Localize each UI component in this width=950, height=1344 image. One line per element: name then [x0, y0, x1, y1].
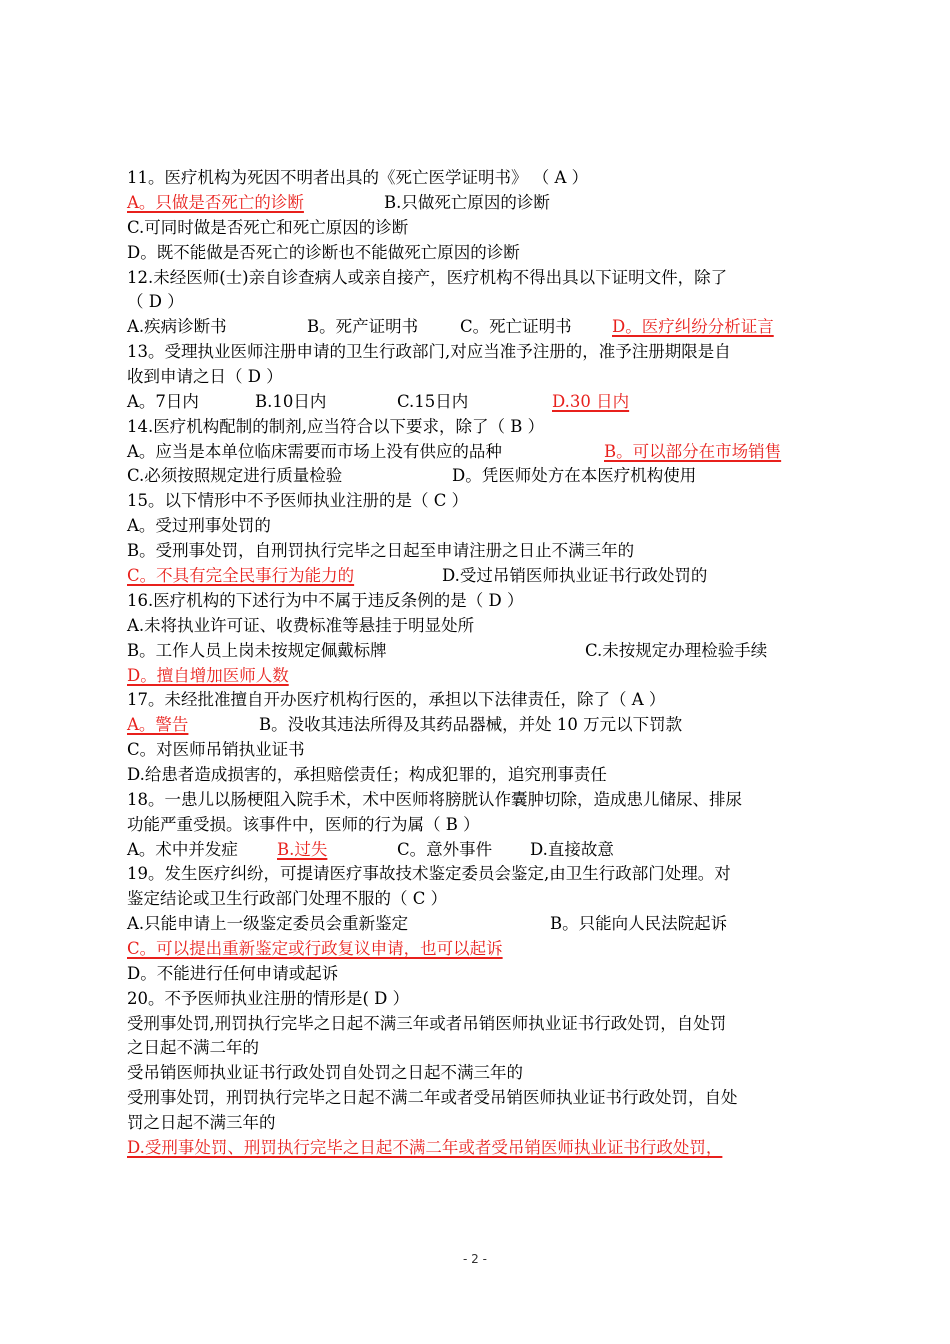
q19-option-d: D。不能进行任何申请或起诉	[127, 964, 339, 983]
q12-option-d-answer: D。医疗纠纷分析证言	[612, 317, 774, 336]
q13-stem-line2: 收到申请之日（ D ）	[127, 367, 283, 386]
q15-option-a: A。受过刑事处罚的	[127, 516, 271, 535]
q11-option-b: B.只做死亡原因的诊断	[384, 193, 550, 212]
q20-option-d-answer: D.受刑事处罚、刑罚执行完毕之日起不满二年或者受吊销医师执业证书行政处罚，	[127, 1138, 723, 1157]
q13-option-c: C.15日内	[397, 392, 469, 411]
q19-stem-line1: 19。发生医疗纠纷，可提请医疗事故技术鉴定委员会鉴定,由卫生行政部门处理。对	[127, 864, 731, 883]
q20-option-c-line1: 受刑事处罚，刑罚执行完毕之日起不满二年或者受吊销医师执业证书行政处罚，自处	[127, 1088, 738, 1107]
q18-option-b-answer: B.过失	[277, 840, 328, 859]
q12-option-b: B。死产证明书	[307, 317, 419, 336]
q16-option-a: A.未将执业许可证、收费标准等悬挂于明显处所	[127, 616, 475, 635]
q16-stem: 16.医疗机构的下述行为中不属于违反条例的是（ D ）	[127, 591, 524, 610]
q17-stem: 17。未经批准擅自开办医疗机构行医的，承担以下法律责任，除了（ A ）	[127, 690, 666, 709]
q20-option-a-line1: 受刑事处罚,刑罚执行完毕之日起不满三年或者吊销医师执业证书行政处罚，自处罚	[127, 1014, 727, 1033]
q12-option-a: A.疾病诊断书	[127, 317, 227, 336]
q20-option-b: 受吊销医师执业证书行政处罚自处罚之日起不满三年的	[127, 1063, 523, 1082]
q13-option-a: A。7日内	[127, 392, 199, 411]
q16-option-c: C.未按规定办理检验手续	[585, 641, 768, 660]
q14-option-c: C.必须按照规定进行质量检验	[127, 466, 343, 485]
q11-option-c: C.可同时做是否死亡和死亡原因的诊断	[127, 218, 409, 237]
page-number: - 2 -	[463, 1252, 487, 1266]
q19-option-c-answer: C。可以提出重新鉴定或行政复议申请，也可以起诉	[127, 939, 503, 958]
q20-option-c-line2: 罚之日起不满三年的	[127, 1113, 276, 1132]
q13-option-b: B.10日内	[255, 392, 327, 411]
q16-option-d-answer: D。擅自增加医师人数	[127, 666, 289, 685]
q19-stem-line2: 鉴定结论或卫生行政部门处理不服的（ C ）	[127, 889, 448, 908]
q11-option-d: D。既不能做是否死亡的诊断也不能做死亡原因的诊断	[127, 243, 520, 262]
q15-option-d: D.受过吊销医师执业证书行政处罚的	[442, 566, 708, 585]
q19-option-a: A.只能申请上一级鉴定委员会重新鉴定	[127, 914, 409, 933]
q17-option-d: D.给患者造成损害的，承担赔偿责任；构成犯罪的，追究刑事责任	[127, 765, 607, 784]
q18-option-d: D.直接故意	[530, 840, 614, 859]
q12-option-c: C。死亡证明书	[460, 317, 572, 336]
q17-option-c: C。对医师吊销执业证书	[127, 740, 305, 759]
q13-option-d-answer: D.30 日内	[552, 392, 630, 411]
q14-option-a: A。应当是本单位临床需要而市场上没有供应的品种	[127, 442, 502, 461]
q14-option-d: D。凭医师处方在本医疗机构使用	[452, 466, 697, 485]
q18-option-c: C。意外事件	[397, 840, 493, 859]
q15-stem: 15。以下情形中不予医师执业注册的是（ C ）	[127, 491, 469, 510]
q11-stem: 11。医疗机构为死因不明者出具的《死亡医学证明书》 （ A ）	[127, 168, 589, 187]
q11-option-a-answer: A。只做是否死亡的诊断	[127, 193, 304, 212]
q19-option-b: B。只能向人民法院起诉	[550, 914, 728, 933]
q17-option-b: B。没收其违法所得及其药品器械，并处 10 万元以下罚款	[259, 715, 683, 734]
q14-option-b-answer: B。可以部分在市场销售	[604, 442, 782, 461]
q20-stem: 20。不予医师执业注册的情形是( D ）	[127, 989, 410, 1008]
q18-option-a: A。术中并发症	[127, 840, 238, 859]
q14-stem: 14.医疗机构配制的制剂,应当符合以下要求，除了（ B ）	[127, 417, 545, 436]
q16-option-b: B。工作人员上岗未按规定佩戴标牌	[127, 641, 387, 660]
q15-option-b: B。受刑事处罚，自刑罚执行完毕之日起至申请注册之日止不满三年的	[127, 541, 635, 560]
q17-option-a-answer: A。警告	[127, 715, 189, 734]
q13-stem-line1: 13。受理执业医师注册申请的卫生行政部门,对应当准予注册的，准予注册期限是自	[127, 342, 731, 361]
q20-option-a-line2: 之日起不满二年的	[127, 1038, 259, 1057]
q12-stem-line2: （ D ）	[127, 292, 184, 311]
q12-stem-line1: 12.未经医师(士)亲自诊查病人或亲自接产，医疗机构不得出具以下证明文件，除了	[127, 268, 728, 287]
q15-option-c-answer: C。不具有完全民事行为能力的	[127, 566, 355, 585]
q18-stem-line2: 功能严重受损。该事件中，医师的行为属（ B ）	[127, 815, 480, 834]
q18-stem-line1: 18。一患儿以肠梗阻入院手术，术中医师将膀胱认作囊肿切除，造成患儿储尿、排尿	[127, 790, 742, 809]
